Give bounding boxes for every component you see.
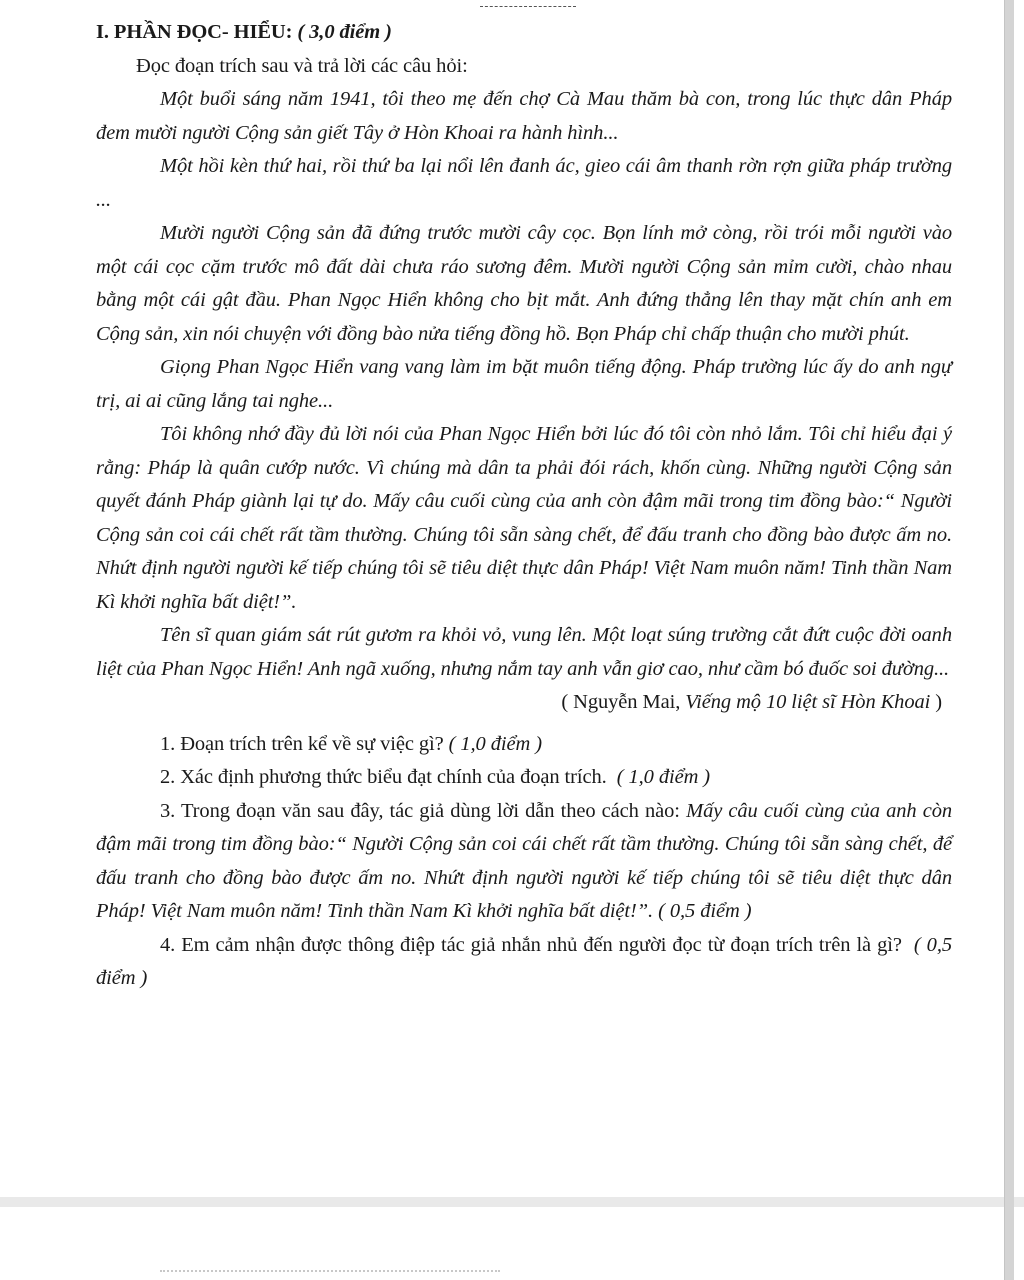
instruction: Đọc đoạn trích sau và trả lời các câu hỏi: <box>136 54 468 77</box>
passage-paragraph-1: Một buổi sáng năm 1941, tôi theo mẹ đến chợ Cà Mau thăm bà con, trong lúc thực dân Pháp đem mười người Cộng sản giết Tây ở Hòn Khoai ra hành hình... <box>96 88 952 144</box>
source-citation <box>96 686 952 720</box>
question-3-points: ( 0,5 điểm ) <box>658 900 752 922</box>
question-1 <box>96 728 952 762</box>
passage-paragraph-6: Tên sĩ quan giám sát rút gươm ra khỏi vỏ, vung lên. Một loạt súng trường cắt đứt cuộc đời oanh liệt của Phan Ngọc Hiển! Anh ngã xuống, nhưng nắm tay anh vẫn giơ cao, như cầm bó đuốc soi đường... <box>96 624 952 680</box>
source-title: Viếng mộ 10 liệt sĩ Hòn Khoai <box>685 691 931 713</box>
question-4-points: ( 0,5 điểm ) <box>96 933 952 989</box>
top-dashed-rule <box>480 6 576 7</box>
section-title: I. PHẦN ĐỌC- HIỂU: <box>96 21 293 43</box>
source-open: ( Nguyễn Mai, <box>561 691 686 713</box>
passage-paragraph-5: Tôi không nhớ đầy đủ lời nói của Phan Ngọc Hiển bởi lúc đó tôi còn nhỏ lắm. Tôi chỉ hiểu đại ý rằng: Pháp là quân cướp nước. Vì chúng mà dân ta phải đói rách, khốn cùng. Những người Cộng sản quyết đánh Pháp giành lại tự do. Mấy câu cuối cùng của anh còn đậm mãi trong tim đồng bào:“ Người Cộng sản coi cái chết rất tầm thường. Chúng tôi sẵn sàng chết, để đấu tranh cho đồng bào được ấm no. Nhứt định người người kế tiếp chúng tôi sẽ tiêu diệt thực dân Pháp! Việt Nam muôn năm! Tinh thần Nam Kì khởi nghĩa bất diệt!”. <box>96 423 952 613</box>
reading-comprehension-section <box>96 16 952 996</box>
scrollbar-track[interactable] <box>1004 0 1014 1280</box>
question-2-text: 2. Xác định phương thức biểu đạt chính của đoạn trích. <box>160 766 607 788</box>
passage-paragraph-2: Một hồi kèn thứ hai, rồi thứ ba lại nổi lên đanh ác, gieo cái âm thanh rờn rợn giữa pháp trường ... <box>96 155 952 211</box>
passage-paragraph-4: Giọng Phan Ngọc Hiển vang vang làm im bặt muôn tiếng động. Pháp trường lúc ấy do anh ngự trị, ai ai cũng lắng tai nghe... <box>96 356 952 412</box>
question-3 <box>96 795 952 929</box>
question-1-text: 1. Đoạn trích trên kể về sự việc gì? <box>160 732 444 755</box>
next-page-text-hint <box>160 1270 500 1278</box>
question-1-points: ( 1,0 điểm ) <box>448 732 542 755</box>
question-2-points: ( 1,0 điểm ) <box>616 766 711 788</box>
question-4-text: 4. Em cảm nhận được thông điệp tác giả nhắn nhủ đến người đọc từ đoạn trích trên là gì? <box>160 933 902 956</box>
section-points: ( 3,0 điểm ) <box>297 21 392 43</box>
page-separator <box>0 1197 1024 1207</box>
question-2 <box>96 761 952 795</box>
question-3-text: 3. Trong đoạn văn sau đây, tác giả dùng lời dẫn theo cách nào: <box>160 799 680 822</box>
passage-paragraph-3: Mười người Cộng sản đã đứng trước mười cây cọc. Bọn lính mở còng, rồi trói mỗi người vào một cái cọc cặm trước mô đất dài chưa ráo sương đêm. Mười người Cộng sản mỉm cười, chào nhau bằng một cái gật đầu. Phan Ngọc Hiển không cho bịt mắt. Anh đứng thẳng lên thay mặt chín anh em Cộng sản, xin nói chuyện với đồng bào nửa tiếng đồng hồ. Bọn Pháp chỉ chấp thuận cho mười phút. <box>96 222 952 345</box>
question-4 <box>96 929 952 996</box>
question-3-quote: Mấy câu cuối cùng của anh còn đậm mãi trong tim đồng bào:“ Người Cộng sản coi cái chết rất tầm thường. Chúng tôi sẵn sàng chết, để đấu tranh cho đồng bào được ấm no. Nhứt định người người kế tiếp chúng tôi sẽ tiêu diệt thực dân Pháp! Việt Nam muôn năm! Tinh thần Nam Kì khởi nghĩa bất diệt!”. <box>96 799 952 922</box>
section-heading <box>96 16 952 50</box>
source-close: ) <box>930 691 942 713</box>
